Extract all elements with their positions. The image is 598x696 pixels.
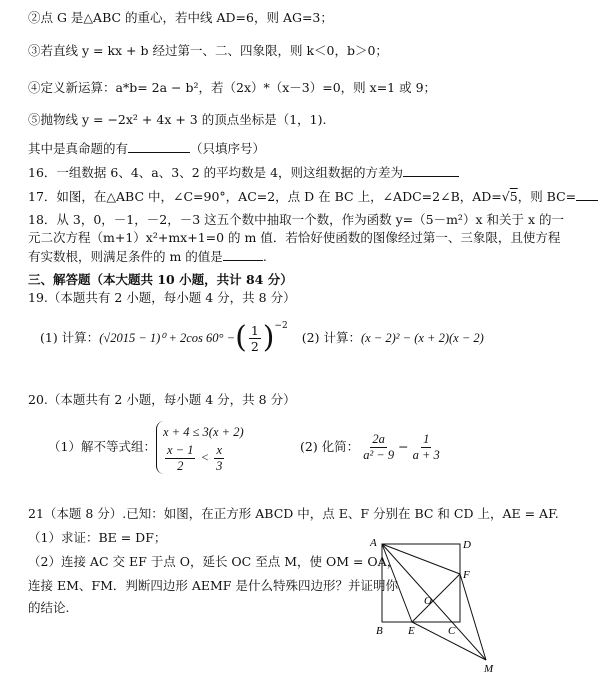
q18-line1: 18．从 3，0，－1，－2，－3 这五个数中抽取一个数，作为函数 y=（5－m²）x 和关于 x 的一	[28, 212, 564, 227]
q21-line1: 21（本题 8 分）.已知：如图，在正方形 ABCD 中，点 E、F 分别在 BC 和 CD 上，AE = AF.	[28, 506, 559, 521]
square-figure	[368, 536, 508, 686]
q15-answer-line	[28, 140, 265, 157]
q18-text: 有实数根，则满足条件的 m 的值是	[28, 249, 223, 264]
q16-text: 16．一组数据 6、4、a、3、2 的平均数是 4，则这组数据的方差为	[28, 165, 404, 180]
q18-line3: 有实数根，则满足条件的 m 的值是 .	[28, 249, 267, 264]
q15-hint: （只填序号）	[190, 141, 266, 156]
segment-am	[382, 544, 486, 660]
segment-ae	[382, 544, 412, 622]
q15-blank[interactable]	[128, 140, 190, 153]
square-abcd	[382, 544, 460, 622]
q20-fraction-1: $\frac{2a}{\text{a² − 9}}$	[363, 431, 395, 462]
segment-af	[382, 544, 460, 574]
q19-p1-fraction: $\frac{1}{2}$	[250, 322, 259, 354]
item-5: ⑤抛物线 y = −2x² + 4x + 3 的顶点坐标是（1，1).	[28, 112, 327, 127]
q17	[28, 188, 598, 205]
q20-p1-label: （1）解不等式组：	[48, 439, 156, 454]
label-a: A	[370, 537, 377, 549]
sqrt-symbol: √	[501, 189, 510, 204]
q21-line2: （1）求证：BE = DF；	[28, 530, 167, 545]
label-d: D	[463, 539, 471, 551]
q20-fraction-2: $\frac{1}{a + 3}$	[412, 431, 440, 462]
label-c: C	[448, 625, 456, 637]
q18-blank[interactable]	[223, 248, 263, 261]
q15-prompt: 其中是真命题的有	[28, 141, 129, 156]
item-2: ②点 G 是△ABC 的重心，若中线 AD=6，则 AG=3；	[28, 10, 333, 25]
label-o: O	[424, 595, 432, 607]
q17-text-b: ，则 BC=	[517, 189, 577, 204]
q21-line3: （2）连接 AC 交 EF 于点 O，延长 OC 至点 M，使 OM = OA，	[28, 554, 400, 569]
label-m: M	[484, 663, 494, 675]
label-f: F	[463, 569, 470, 581]
q21-line4: 连接 EM、FM．判断四边形 AEMF 是什么特殊四边形？并证明你	[28, 578, 398, 593]
q20-p2-label: (2) 化简：	[300, 439, 360, 454]
q16-blank[interactable]	[403, 164, 459, 177]
segment-fm	[460, 574, 486, 660]
q19-heading: 19.（本题共有 2 小题，每小题 4 分，共 8 分）	[28, 290, 296, 305]
item-3: ③若直线 y = kx + b 经过第一、二、四象限，则 k＜0，b＞0；	[28, 43, 388, 58]
q19-p2-label: (2) 计算：	[301, 330, 361, 345]
q21-line5: 的结论.	[28, 600, 70, 615]
q20-part2: (2) 化简： $\frac{2a}{\text{a² − 9}}$ − $\frac{1}{a + 3}$	[300, 431, 440, 462]
inequality-1: x + 4 ≤ 3(x + 2)	[162, 424, 244, 439]
q17-text: 17．如图，在△ABC 中，∠C=90°，AC=2，点 D 在 BC 上，∠ADC=2∠B，AD=	[28, 189, 502, 204]
segment-ef	[412, 574, 460, 622]
q20-heading: 20.（本题共有 2 小题，每小题 4 分，共 8 分）	[28, 392, 296, 407]
q19-p1-label: (1) 计算：	[40, 330, 100, 345]
q18-line2: 元二次方程（m+1）x²+mx+1=0 的 m 值．若恰好使函数的图像经过第一、三象限，且使方程	[28, 230, 561, 245]
inequality-2: $\frac{x - 1}{2}$ < $\frac{x}{3}$	[166, 442, 223, 473]
q17-blank[interactable]	[576, 188, 598, 201]
q19-p2-expr: (x − 2)² − (x + 2)(x − 2)	[360, 331, 484, 345]
inequality-system	[156, 421, 244, 474]
item-4: ④定义新运算：a*b= 2a − b²，若（2x）*（x－3）=0，则 x=1 或 9；	[28, 80, 437, 95]
section-3-heading: 三、解答题（本大题共 10 小题，共计 84 分）	[28, 272, 293, 287]
label-b: B	[376, 625, 383, 637]
q20-part1	[48, 418, 244, 476]
q19-part1: (1) 计算： (√2015 − 1)⁰ + 2cos 60° − ( $\frac{1}{2}$ ) −2 (2) 计算： (x − 2)² − (x + 2)(x − 2)	[40, 320, 484, 355]
q17-root: 5	[509, 189, 518, 204]
label-e: E	[408, 625, 415, 637]
q16	[28, 164, 459, 181]
q19-p1-expr: (√2015 − 1)⁰ + 2cos 60° −	[99, 331, 236, 345]
